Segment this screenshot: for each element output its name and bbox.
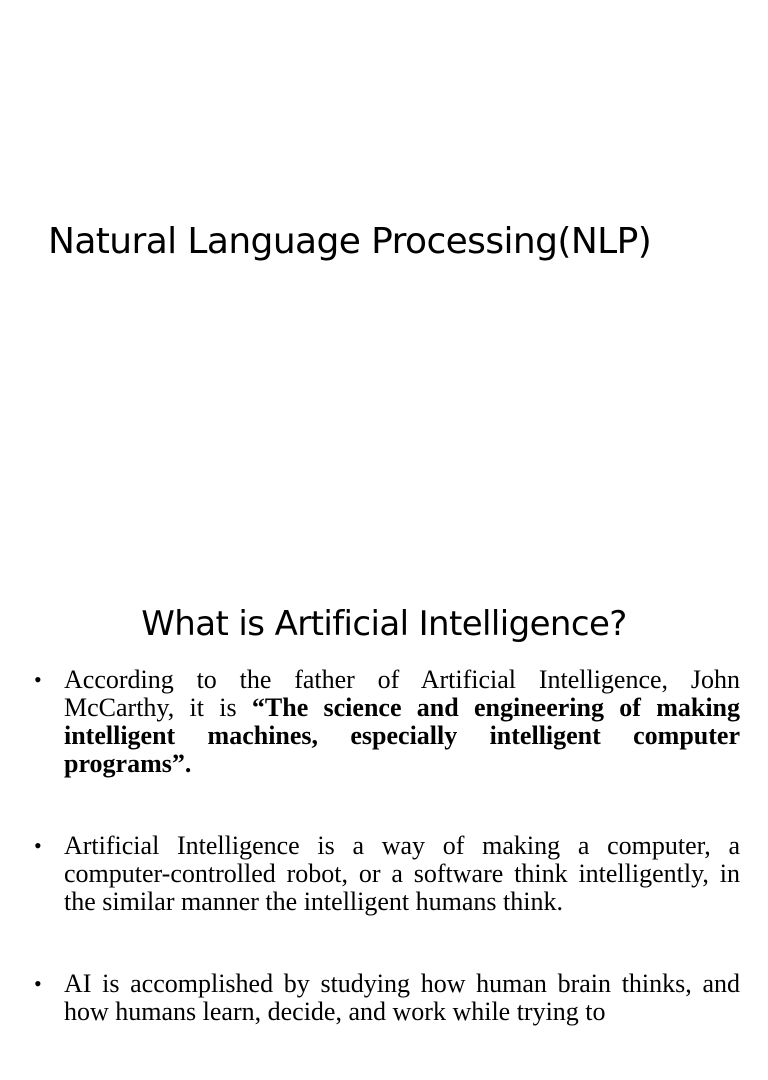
bullet-text: AI is accomplished by studying how human brain thinks, and how humans learn, decide, and work while trying to: [64, 969, 740, 1026]
section-heading: What is Artificial Intelligence?: [141, 604, 627, 644]
bullet-marker: •: [34, 971, 42, 996]
bullet-quote: “The science and engineering of making intelligent machines, especially intelligent computer programs”.: [64, 693, 740, 778]
bullet-item-ai-way: [0, 832, 768, 916]
bullet-marker: •: [34, 667, 42, 692]
bullet-item-ai-accomplished: [0, 970, 768, 1026]
bullet-text: Artificial Intelligence is a way of making a computer, a computer-controlled robot, or a software think intelligently, in the similar manner the intelligent humans think.: [64, 831, 740, 916]
bullet-text: According to the father of Artificial Intelligence, John McCarthy, it is: [64, 665, 740, 722]
bullet-item-mccarthy: [0, 666, 768, 778]
bullet-list: [0, 666, 768, 1080]
slide-title: Natural Language Processing(NLP): [48, 221, 652, 262]
bullet-marker: •: [34, 833, 42, 858]
